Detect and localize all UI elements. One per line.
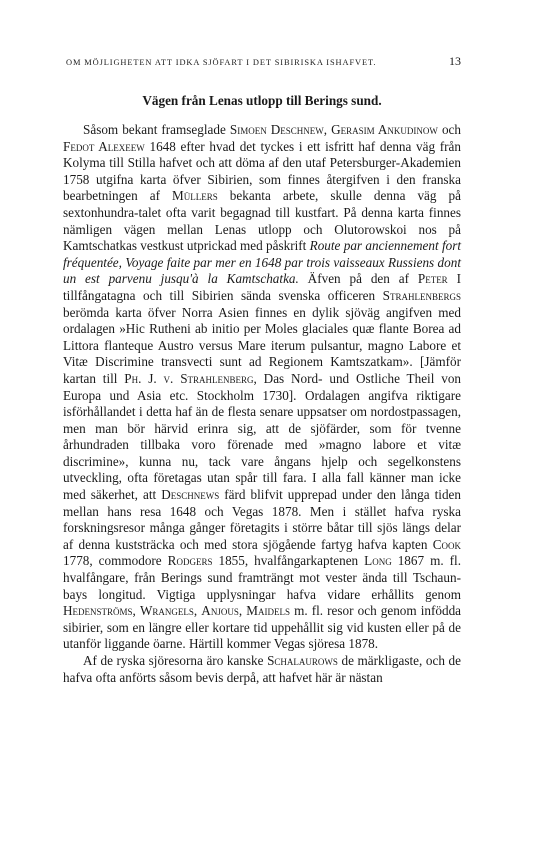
person-name: Gerasim Ankudinow: [331, 122, 438, 137]
person-name: Fedot Alexeew: [63, 138, 145, 154]
person-name: Schalaurows: [267, 653, 338, 668]
map-inscription: Route par anciennement fort fréquentée, Voyage faite par mer en 1648 par trois vaisseaux Russiens dont un est parvenu jusqu'à la Kamtschatka.: [63, 238, 461, 287]
person-name: Simoen Deschnew: [229, 122, 324, 137]
text-run: 1648 efter hvad det tyckes i ett isfritt haf denna väg från Kolyma till Stilla hafvet och att döma af den utaf Petersburger-Akademien 1758 utgifna karta öfver Sibirien, som finnes återgifven i den franska bearbetningen af: [63, 138, 461, 204]
text-run: ,: [238, 603, 247, 619]
text-run: Af de ryska sjöresorna äro kanske: [83, 653, 268, 668]
person-name: Ph. J. v. Strahlenberg: [124, 370, 254, 386]
person-name: Hedenströms: [63, 603, 133, 619]
person-name: Maidels: [246, 603, 290, 619]
book-page: [63, 50, 461, 686]
person-name: Strahlenbergs: [382, 287, 461, 303]
text-run: bekanta arbete, skulle denna väg på sextonhundra-talet ofta varit begagnad till kustfart. På denna karta finnes nämligen vägen mellan Lenas utlopp och Olutorowskoi nos på Kamtschatkas vestkust utprickad med påskrift: [63, 188, 461, 254]
person-name: Rodgers: [167, 553, 213, 569]
text-run: 1855, hvalfångarkaptenen: [212, 553, 365, 569]
text-run: färd blifvit upprepad under den långa tiden mellan hans resa 1648 och Vegas 1878. Men i stället hafva ryska forskningsresor många gånger företagits i större båtar till sjös längs delar af denna kuststräcka och med stora sjögående fartyg hafva kapten: [63, 487, 461, 552]
text-run: ,: [323, 122, 332, 137]
running-title: OM MÖJLIGHETEN ATT IDKA SJÖFART I DET SIBIRISKA ISHAFVET.: [66, 58, 377, 67]
text-run: 1778, commodore: [63, 553, 168, 569]
page-number: 13: [449, 54, 461, 68]
paragraph: [63, 653, 461, 686]
text-run: I tillfångatagna och till Sibirien sända svenska officeren: [63, 271, 461, 303]
person-name: Müllers: [172, 188, 218, 204]
text-run: 1867 m. fl. hvalfångare, från Berings sund framträngt mot vester ända till Tschaun-bays longitud. Vigtiga upplysningar hafva vidare erhållits genom: [63, 553, 461, 602]
person-name: Cook: [432, 536, 461, 552]
person-name: Anjous: [201, 603, 239, 619]
person-name: Peter: [417, 271, 448, 287]
text-run: m. fl. resor och genom infödda sibirier, som en längre eller kortare tid uppehållit sig vid kusten eller på de utanför liggande öarne. Härtill kommer Vegas sjöresa 1878.: [63, 603, 462, 652]
person-name: Wrangels: [139, 603, 194, 619]
paragraph: [63, 122, 461, 653]
section-title: Vägen från Lenas utlopp till Berings sund.: [142, 93, 382, 108]
text-run: , Das Nord- und Ostliche Theil von Europa und Asia etc. Stockholm 1730]. Ordalagen angifva riktigare isförhållandet i detta haf än de flesta senare uppsatser om nordostpassagen, men man bör härvid erinra sig, att de sjöfärder, som för tvenne århundraden tillbaka voro förenade med »magno labore et vitæ discrimine», kunna nu, tack vare ångans hjelp och segelkonstens utveckling, ofta företagas utan spår till fara. I alla fall känner man icke med säkerhet, att: [63, 370, 462, 503]
text-run: Äfven på den af: [298, 271, 418, 287]
text-run: de märkligaste, och de hafva ofta anförts såsom bevis derpå, att hafvet här är nästan: [63, 653, 461, 685]
text-run: och: [437, 122, 461, 137]
text-run: ,: [193, 603, 202, 619]
running-head: [63, 50, 461, 72]
person-name: Long: [364, 553, 392, 569]
text-run: Såsom bekant framseglade: [83, 122, 230, 137]
text-run: berömda karta öfver Norra Asien finnes en dylik sjöväg angifven med ordalagen »Hic Rutheni ab initio per Moles glaciales quæ flante Borea ad Littora flanteque Austro versus Mare iterum pulsantur, magno Labore et Vitæ Discrimine transvecti sunt ad Regionem Kamtszatkam». [Jämför kartan till: [63, 304, 461, 386]
person-name: Deschnews: [161, 487, 220, 503]
body-text: [63, 122, 461, 686]
text-run: ,: [132, 603, 140, 619]
